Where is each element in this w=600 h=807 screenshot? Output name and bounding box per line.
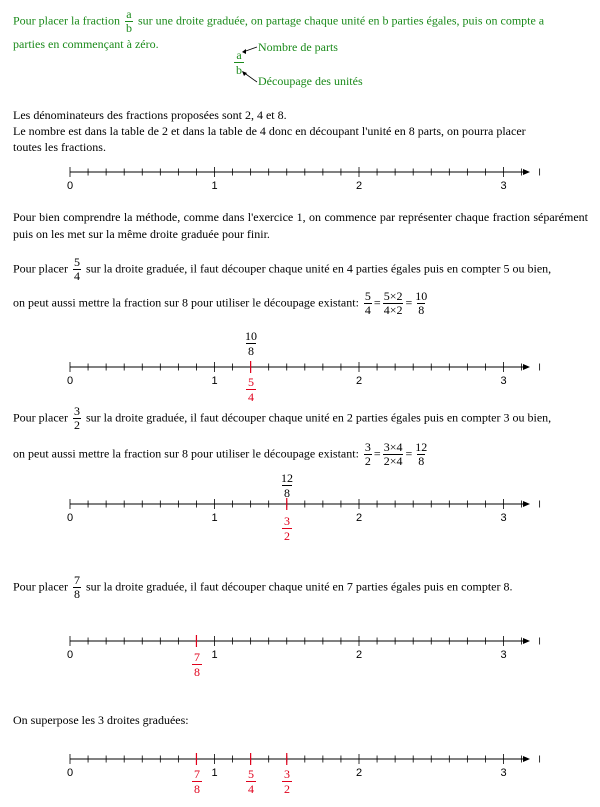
para1-line2: Le nombre est dans la table de 2 et dans la table de 4 donc en découpant l'unité en 8 parts, on pourra placer [13, 124, 526, 138]
s2-post: sur la droite graduée, il faut découper chaque unité en 2 parties égales puis en compter 3 ou bien, [85, 410, 552, 425]
axis-label-0: 0 [66, 512, 74, 524]
axis-label-2: 2 [355, 512, 363, 524]
s1-fraction [73, 256, 81, 283]
s1-bottom-num: 5 [248, 375, 254, 389]
s3-bottom-den: 8 [194, 665, 200, 679]
number-line-2 [0, 355, 600, 385]
intro-text-after: sur une droite graduée, on partage chaque unité en b parties égales, puis on compte a [137, 13, 545, 28]
intro-frac-den: b [125, 21, 132, 35]
intro-frac-num: a [126, 7, 132, 21]
number-line-1 [0, 160, 600, 190]
s1-top-num: 10 [245, 329, 257, 343]
axis-arrow [523, 364, 530, 370]
s1-bottom-fraction [246, 375, 256, 404]
axis-arrow [523, 638, 530, 644]
section1-line2: on peut aussi mettre la fraction sur 8 pour utiliser le découpage existant: $\frac{5}{4}$ = $\frac{5\times 2}{4\times 2}$ = $\frac{10}{8}$ [13, 289, 428, 317]
s2-eq2-num: 3×4 [383, 440, 403, 454]
s3-fraction [73, 574, 81, 601]
s2-eq-frac3 [414, 441, 428, 468]
axis-label-3: 3 [500, 180, 507, 192]
s2-top-den: 8 [284, 486, 290, 500]
fraction-legend [227, 40, 387, 90]
legend-b: b [236, 63, 242, 77]
s2-bottom-fraction [282, 514, 292, 543]
axis-label-2: 2 [355, 375, 363, 387]
s1-pre: Pour placer [13, 261, 68, 276]
s1-eq2-num: 5×2 [383, 289, 403, 303]
s1-eq1-den: 4 [364, 303, 371, 317]
axis-label-3: 3 [500, 512, 507, 524]
s2-eq-frac2 [383, 441, 404, 468]
axis-label-2: 2 [355, 767, 363, 779]
final-78-den: 8 [194, 782, 200, 796]
legend-a: a [236, 48, 242, 62]
axis-label-0: 0 [66, 649, 74, 661]
intro-fraction [125, 8, 133, 35]
intro-line-1 [13, 8, 588, 35]
final-frac-5-4 [246, 767, 256, 796]
s1-eq3-num: 10 [415, 289, 428, 303]
axis-label-1: 1 [211, 649, 218, 661]
s2-eq3-num: 12 [415, 440, 428, 454]
s3-frac-den: 8 [73, 587, 80, 601]
final-text: On superpose les 3 droites graduées: [13, 713, 189, 727]
axis-arrow [523, 169, 530, 175]
axis-label-1: 1 [211, 512, 218, 524]
s2-line2-text: on peut aussi mettre la fraction sur 8 pour utiliser le découpage existant: [13, 446, 359, 461]
number-line-3 [0, 492, 600, 522]
s3-bottom-fraction [192, 650, 202, 679]
para2: Pour bien comprendre la méthode, comme dans l'exercice 1, on commence par représenter chaque fraction séparément puis on les met sur la même droite graduée pour finir. [13, 210, 588, 241]
axis-label-0: 0 [66, 180, 74, 192]
s1-frac-den: 4 [73, 269, 80, 283]
s2-eq1-den: 2 [364, 454, 371, 468]
final-32-den: 2 [284, 782, 290, 796]
final-54-den: 4 [248, 782, 254, 796]
axis-label-0: 0 [66, 375, 74, 387]
para1-line3: toutes les fractions. [13, 140, 106, 154]
final-32-num: 3 [284, 767, 290, 781]
s2-bottom-den: 2 [284, 529, 290, 543]
s3-bottom-num: 7 [194, 650, 200, 664]
s2-eq1-num: 3 [364, 440, 371, 454]
para1-line1: Les dénominateurs des fractions proposées sont 2, 4 et 8. [13, 108, 287, 122]
section1-line1 [13, 256, 588, 283]
s1-top-fraction [243, 329, 259, 358]
s1-line2-text: on peut aussi mettre la fraction sur 8 pour utiliser le découpage existant: [13, 295, 359, 310]
axis-label-3: 3 [500, 375, 507, 387]
s3-frac-num: 7 [73, 573, 80, 587]
s1-eq-frac3 [414, 290, 428, 317]
final-78-num: 7 [194, 767, 200, 781]
s1-eq-frac2 [383, 290, 404, 317]
axis-label-1: 1 [211, 767, 218, 779]
s2-pre: Pour placer [13, 410, 68, 425]
axis-label-3: 3 [500, 767, 507, 779]
section2-line1 [13, 405, 588, 432]
number-line-4 [0, 629, 600, 659]
s2-bottom-num: 3 [284, 514, 290, 528]
s2-frac-num: 3 [73, 404, 80, 418]
s1-eq3-den: 8 [418, 303, 425, 317]
axis-arrow [523, 501, 530, 507]
s2-eq3-den: 8 [418, 454, 425, 468]
axis-label-0: 0 [66, 767, 74, 779]
final-54-num: 5 [248, 767, 254, 781]
final-frac-3-2 [282, 767, 292, 796]
section2-line2: on peut aussi mettre la fraction sur 8 pour utiliser le découpage existant: $\frac{3}{2}$ = $\frac{3\times 4}{2\times 4}$ = $\frac{12}{8}$ [13, 440, 428, 468]
legend-label-den: Découpage des unités [258, 74, 363, 88]
final-frac-7-8 [192, 767, 202, 796]
axis-label-3: 3 [500, 649, 507, 661]
axis-label-1: 1 [211, 180, 218, 192]
s1-eq1-num: 5 [364, 289, 371, 303]
s1-eq2-den: 4×2 [383, 303, 403, 317]
intro-text-before: Pour placer la fraction [13, 13, 120, 28]
s2-eq2-den: 2×4 [383, 454, 403, 468]
intro-line-2: parties en commençant à zéro. [13, 37, 159, 51]
s1-post: sur la droite graduée, il faut découper chaque unité en 4 parties égales puis en compter 5 ou bien, [85, 261, 552, 276]
s3-pre: Pour placer [13, 579, 68, 594]
s1-eq-frac1 [364, 290, 372, 317]
legend-label-num: Nombre de parts [258, 40, 338, 54]
s2-fraction [73, 405, 81, 432]
axis-arrow [523, 756, 530, 762]
s1-bottom-den: 4 [248, 390, 254, 404]
s1-top-den: 8 [248, 344, 254, 358]
s1-frac-num: 5 [73, 255, 80, 269]
s2-frac-den: 2 [73, 418, 80, 432]
s3-post: sur la droite graduée, il faut découper chaque unité en 7 parties égales puis en compter 8. [85, 579, 513, 594]
s2-top-num: 12 [281, 471, 293, 485]
axis-label-2: 2 [355, 649, 363, 661]
s2-eq-frac1 [364, 441, 372, 468]
number-line-5 [0, 747, 600, 777]
section3-line1 [13, 574, 588, 601]
axis-label-1: 1 [211, 375, 218, 387]
axis-label-2: 2 [355, 180, 363, 192]
